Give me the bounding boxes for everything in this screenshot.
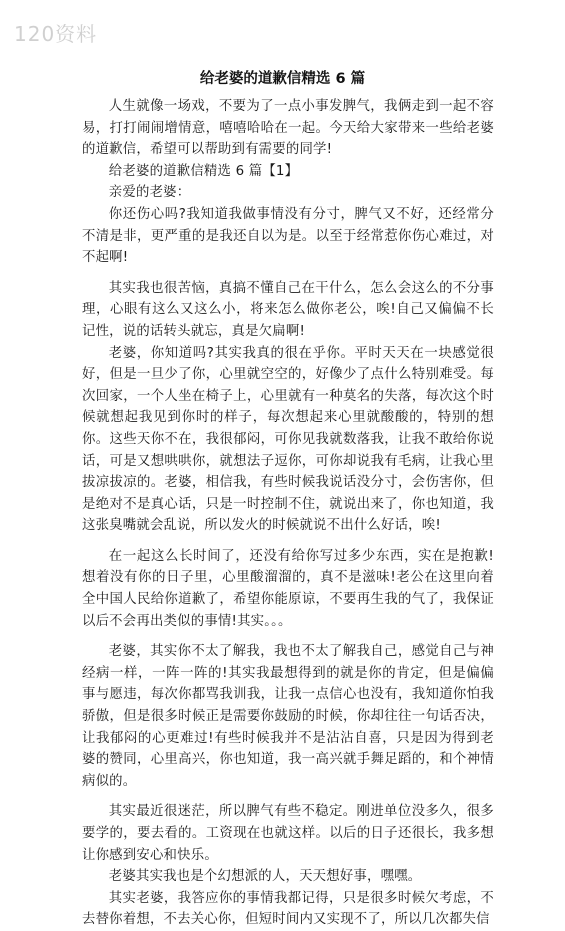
body-paragraph: 其实我也很苦恼，真搞不懂自己在干什么，怎么会这么的不分事理，心眼有这么又这么小，将来怎么做你老公，唉!自己又偏偏不长记性，说的话转头就忘，真是欠扁啊! (82, 280, 494, 339)
body-paragraph: 老婆其实我也是个幻想派的人，天天想好事，嘿嘿。 (108, 869, 422, 885)
body-paragraph: 老婆，其实你不太了解我，我也不太了解我自己，感觉自己与神经病一样，一阵一阵的!其实我最想得到的就是你的肯定，但是偏偏事与愿违，每次你都骂我训我，让我一点信心也没有，我知道你怕我骄傲，但是很多时候正是需要你鼓励的时候，你却往往一句话否决，让我郁闷的心更难过!有些时候我并不是沾沾自喜，只是因为得到老婆的赞同，心里高兴，你也知道，我一高兴就手舞足蹈的，和个神情病似的。 (82, 644, 494, 789)
document-body (82, 96, 494, 931)
body-paragraph: 老婆，你知道吗?其实我真的很在乎你。平时天天在一块感觉很好，但是一旦少了你，心里就空空的，好像少了点什么特别难受。每次回家，一个人坐在椅子上，心里就有一种莫名的失落，每次这个时候就想起我见到你时的样子，每次想起来心里就酸酸的，特别的想你。这些天你不在，我很郁闷，可你见我就数落我，让我不敢给你说话，可是又想哄哄你，就想法子逗你，可你却说我有毛病，让我心里拔凉拔凉的。老婆，相信我，有些时候我说话没分寸，会伤害你，但是绝对不是真心话，只是一时控制不住，就说出来了，你也知道，我这张臭嘴就会乱说，所以发火的时候就说不出什么好话，唉! (82, 345, 494, 534)
salutation: 亲爱的老婆： (108, 185, 191, 201)
body-paragraph: 在一起这么长时间了，还没有给你写过多少东西，实在是抱歉!想着没有你的日子里，心里酸溜溜的，真不是滋味!老公在这里向着全中国人民给你道歉了，希望你能原谅，不要再生我的气了，我保证以后不会再出类似的事情!其实。。。 (82, 548, 494, 629)
body-paragraph: 你还伤心吗?我知道我做事情没有分寸，脾气又不好，还经常分不清是非，更严重的是我还自以为是。以至于经常惹你伤心难过，对不起啊! (82, 206, 494, 266)
section-heading: 给老婆的道歉信精选 6 篇【1】 (108, 163, 299, 179)
watermark-logo-text: 120资料 (14, 22, 98, 46)
body-paragraph: 其实老婆，我答应你的事情我都记得，只是很多时候欠考虑，不去替你着想，不去关心你，但短时间内又实现不了，所以几次都失信 (82, 890, 494, 928)
intro-paragraph: 人生就像一场戏，不要为了一点小事发脾气，我俩走到一起不容易，打打闹闹增情意，嘻嘻哈哈在一起。今天给大家带来一些给老婆的道歉信，希望可以帮助到有需要的同学! (82, 99, 494, 158)
body-paragraph: 其实最近很迷茫，所以脾气有些不稳定。刚进单位没多久，很多要学的，要去看的。工资现在也就这样。以后的日子还很长，我多想让你感到安心和快乐。 (82, 804, 494, 863)
document-title: 给老婆的道歉信精选 6 篇 (199, 71, 366, 87)
